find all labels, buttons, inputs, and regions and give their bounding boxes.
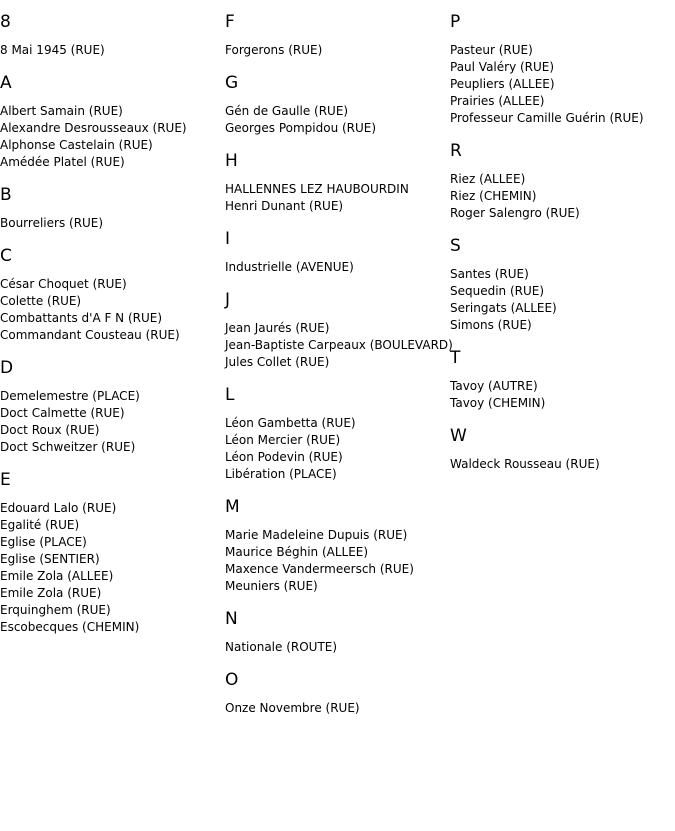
letter-heading: A [0,73,12,93]
street-name: Tavoy (AUTRE) [450,379,538,393]
letter-section [225,229,449,276]
street-name: Léon Podevin (RUE) [225,450,343,464]
letter-heading: W [450,426,467,446]
street-name: Forgerons (RUE) [225,43,323,57]
street-list [450,456,675,473]
letter-heading: H [225,151,238,171]
street-name: Léon Gambetta (RUE) [225,416,356,430]
street-list [0,276,224,344]
street-name: Meuniers (RUE) [225,579,318,593]
street-name: Eglise (PLACE) [0,535,87,549]
street-name: Erquinghem (RUE) [0,603,111,617]
street-name: Commandant Cousteau (RUE) [0,328,180,342]
street-list [225,42,449,59]
street-name: Edouard Lalo (RUE) [0,501,117,515]
street-list [225,415,449,483]
letter-section [225,497,449,595]
street-name: HALLENNES LEZ HAUBOURDIN [225,182,409,196]
street-list [0,103,224,171]
directory-column-3 [450,0,675,487]
street-name: Alexandre Desrousseaux (RUE) [0,121,187,135]
letter-heading: L [225,385,235,405]
street-name: Seringats (ALLEE) [450,301,557,315]
letter-section [0,12,224,59]
street-name: Nationale (ROUTE) [225,640,338,654]
letter-section [225,151,449,215]
street-list [450,42,675,127]
street-name: Colette (RUE) [0,294,82,308]
street-name: Georges Pompidou (RUE) [225,121,377,135]
street-name: Tavoy (CHEMIN) [450,396,546,410]
letter-heading: C [0,246,12,266]
letter-heading: I [225,229,231,249]
letter-section [0,73,224,171]
street-name: Sequedin (RUE) [450,284,545,298]
street-name: Demelemestre (PLACE) [0,389,140,403]
street-name: Roger Salengro (RUE) [450,206,580,220]
letter-section [0,470,224,636]
letter-heading: J [225,290,231,310]
street-name: Bourreliers (RUE) [0,216,104,230]
letter-heading: M [225,497,240,517]
street-name: 8 Mai 1945 (RUE) [0,43,105,57]
street-list [225,700,449,717]
letter-heading: 8 [0,12,11,32]
street-name: César Choquet (RUE) [0,277,127,291]
letter-section [225,609,449,656]
letter-heading: P [450,12,461,32]
letter-section [225,12,449,59]
street-list [450,378,675,412]
street-name: Professeur Camille Guérin (RUE) [450,111,644,125]
street-name: Doct Roux (RUE) [0,423,100,437]
street-name: Jules Collet (RUE) [225,355,330,369]
street-name: Eglise (SENTIER) [0,552,100,566]
letter-section [450,348,675,412]
street-name: Alphonse Castelain (RUE) [0,138,153,152]
letter-section [0,185,224,232]
letter-heading: B [0,185,12,205]
street-list [225,259,449,276]
letter-heading: D [0,358,14,378]
letter-heading: O [225,670,239,690]
street-name: Waldeck Rousseau (RUE) [450,457,600,471]
street-name: Emile Zola (ALLEE) [0,569,114,583]
letter-heading: N [225,609,238,629]
street-list [0,388,224,456]
street-name: Emile Zola (RUE) [0,586,102,600]
street-name: Pasteur (RUE) [450,43,533,57]
street-name: Jean Jaurés (RUE) [225,321,330,335]
letter-heading: E [0,470,11,490]
street-name: Doct Schweitzer (RUE) [0,440,136,454]
street-name: Maurice Béghin (ALLEE) [225,545,369,559]
street-name: Maxence Vandermeersch (RUE) [225,562,414,576]
letter-section [450,426,675,473]
street-name: Léon Mercier (RUE) [225,433,341,447]
street-list [450,266,675,334]
street-list [225,181,449,215]
street-name: Prairies (ALLEE) [450,94,545,108]
street-name: Simons (RUE) [450,318,532,332]
letter-section [0,246,224,344]
street-list [225,527,449,595]
letter-section [225,385,449,483]
street-name: Henri Dunant (RUE) [225,199,344,213]
street-list [225,103,449,137]
street-list [0,215,224,232]
directory-column-1 [0,0,224,650]
letter-heading: F [225,12,235,32]
street-list [0,500,224,636]
letter-section [0,358,224,456]
directory-column-2 [225,0,453,731]
street-name: Libération (PLACE) [225,467,337,481]
letter-section [450,12,675,127]
street-name: Amédée Platel (RUE) [0,155,125,169]
street-name: Onze Novembre (RUE) [225,701,360,715]
street-name: Escobecques (CHEMIN) [0,620,140,634]
street-name: Riez (CHEMIN) [450,189,537,203]
letter-heading: S [450,236,461,256]
street-name: Combattants d'A F N (RUE) [0,311,163,325]
letter-section [225,670,449,717]
street-list [225,320,453,371]
street-name: Peupliers (ALLEE) [450,77,555,91]
street-name: Santes (RUE) [450,267,529,281]
street-list [0,42,224,59]
letter-section [450,236,675,334]
street-name: Gén de Gaulle (RUE) [225,104,349,118]
letter-heading: T [450,348,461,368]
street-name: Doct Calmette (RUE) [0,406,125,420]
letter-section [225,290,453,371]
street-name: Riez (ALLEE) [450,172,526,186]
street-name: Jean-Baptiste Carpeaux (BOULEVARD) [225,338,453,352]
street-name: Albert Samain (RUE) [0,104,123,118]
street-name: Paul Valéry (RUE) [450,60,555,74]
letter-section [450,141,675,222]
street-name: Egalité (RUE) [0,518,80,532]
street-list [225,639,449,656]
street-name: Marie Madeleine Dupuis (RUE) [225,528,408,542]
letter-section [225,73,449,137]
street-name: Industrielle (AVENUE) [225,260,354,274]
letter-heading: G [225,73,239,93]
letter-heading: R [450,141,462,161]
street-list [450,171,675,222]
